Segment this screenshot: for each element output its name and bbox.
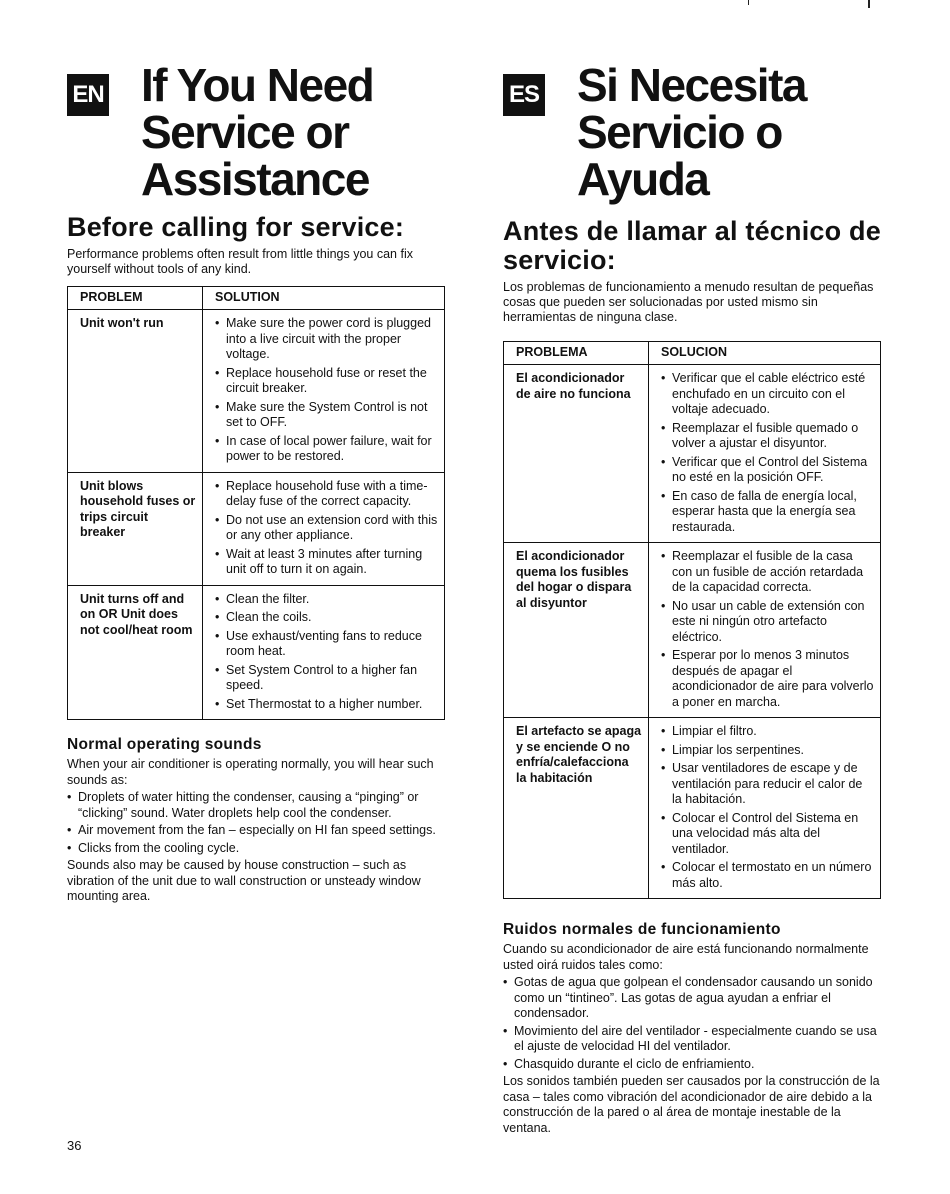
title-line: If You Need — [141, 59, 374, 111]
sounds-title-en: Normal operating sounds — [67, 736, 262, 753]
column-header-solution: SOLUCION — [649, 342, 881, 365]
scan-mark — [868, 0, 870, 8]
page-number: 36 — [67, 1138, 82, 1153]
list-item: • Chasquido durante el ciclo de enfriamiento. — [503, 1057, 883, 1073]
intro-es: Los problemas de funcionamiento a menudo resultan de pequeñas cosas que pueden ser solucionadas por usted mismo sin herramientas de ninguna clase. — [503, 280, 874, 324]
troubleshooting-table-es — [503, 341, 881, 899]
column-header-solution: SOLUTION — [203, 287, 445, 310]
section-title-en: Before calling for service: — [67, 212, 405, 242]
list-item: • Gotas de agua que golpean el condensador causando un sonido como un “tintineo”. Las gotas de agua ayudan a enfriar el condensador. — [503, 975, 883, 1022]
solution-item: • Use exhaust/venting fans to reduce room heat. — [215, 629, 438, 660]
list-item: • Droplets of water hitting the condenser, causing a “pinging” or “clicking” sound. Water droplets help cool the condenser. — [67, 790, 447, 821]
english-column — [67, 59, 447, 907]
table-row — [504, 365, 881, 543]
solution-item: • Set System Control to a higher fan speed. — [215, 663, 438, 694]
solution-item: • En caso de falla de energía local, esperar hasta que la energía sea restaurada. — [661, 489, 874, 536]
title-line: Service or — [141, 106, 349, 158]
solution-cell — [203, 585, 445, 720]
solution-cell — [649, 365, 881, 543]
solution-item: • Wait at least 3 minutes after turning unit off to turn it on again. — [215, 547, 438, 578]
table-header-row — [68, 287, 445, 310]
solution-item: • Colocar el Control del Sistema en una velocidad más alta del ventilador. — [661, 811, 874, 858]
solution-item: • In case of local power failure, wait for power to be restored. — [215, 434, 438, 465]
solution-cell — [203, 310, 445, 473]
title-line: Si Necesita — [577, 59, 806, 111]
list-item: • Clicks from the cooling cycle. — [67, 841, 447, 857]
sounds-list-es — [503, 975, 883, 1072]
table-row — [504, 543, 881, 718]
sounds-title-es: Ruidos normales de funcionamiento — [503, 921, 781, 938]
problem-cell: Unit won't run — [68, 310, 203, 473]
solution-item: • Set Thermostat to a higher number. — [215, 697, 438, 713]
solution-item: • Do not use an extension cord with this or any other appliance. — [215, 513, 438, 544]
spanish-column — [503, 59, 883, 1138]
table-row — [68, 472, 445, 585]
english-heading — [67, 59, 447, 205]
table-row — [504, 718, 881, 899]
sounds-list-en — [67, 790, 447, 856]
column-header-problem: PROBLEMA — [504, 342, 649, 365]
solution-item: • Reemplazar el fusible de la casa con un fusible de acción retardada de la capacidad correcta. — [661, 549, 874, 596]
solution-item: • Verificar que el cable eléctrico esté enchufado en un circuito con el voltaje adecuado. — [661, 371, 874, 418]
column-header-problem: PROBLEM — [68, 287, 203, 310]
solution-cell — [649, 718, 881, 899]
table-row — [68, 585, 445, 720]
solution-item: • Clean the filter. — [215, 592, 438, 608]
solution-item: • Replace household fuse or reset the circuit breaker. — [215, 366, 438, 397]
solution-item: • Usar ventiladores de escape y de ventilación para reducir el calor de la habitación. — [661, 761, 874, 808]
solution-cell — [649, 543, 881, 718]
solution-item: • Limpiar los serpentines. — [661, 743, 874, 759]
language-badge-en: EN — [67, 74, 109, 116]
section-title-es: Antes de llamar al técnico de servicio: — [503, 216, 881, 275]
solution-item: • Limpiar el filtro. — [661, 724, 874, 740]
spanish-heading — [503, 59, 883, 205]
sounds-intro-es: Cuando su acondicionador de aire está funcionando normalmente usted oirá ruidos tales como: — [503, 942, 869, 972]
solution-item: • Esperar por lo menos 3 minutos después de apagar el acondicionador de aire para volverlo a poner en marcha. — [661, 648, 874, 710]
scan-mark — [748, 0, 749, 5]
intro-en: Performance problems often result from little things you can fix yourself without tools of any kind. — [67, 247, 413, 276]
problem-cell: El artefacto se apaga y se enciende O no enfría/calefacciona la habitación — [504, 718, 649, 899]
page-title-es — [577, 59, 883, 205]
solution-item: • Make sure the System Control is not set to OFF. — [215, 400, 438, 431]
problem-cell: El acondicionador quema los fusibles del hogar o dispara al disyuntor — [504, 543, 649, 718]
problem-cell: El acondicionador de aire no funciona — [504, 365, 649, 543]
problem-cell: Unit blows household fuses or trips circuit breaker — [68, 472, 203, 585]
title-line: Assistance — [141, 153, 369, 205]
solution-item: • Colocar el termostato en un número más alto. — [661, 860, 874, 891]
list-item: • Movimiento del aire del ventilador - especialmente cuando se usa el ajuste de velocidad HI del ventilador. — [503, 1024, 883, 1055]
solution-cell — [203, 472, 445, 585]
problem-cell: Unit turns off and on OR Unit does not cool/heat room — [68, 585, 203, 720]
solution-item: • Clean the coils. — [215, 610, 438, 626]
page-title-en — [141, 59, 447, 205]
title-line: Servicio o — [577, 106, 782, 158]
table-header-row — [504, 342, 881, 365]
solution-item: • Replace household fuse with a time-delay fuse of the correct capacity. — [215, 479, 438, 510]
solution-item: • Verificar que el Control del Sistema no esté en la posición OFF. — [661, 455, 874, 486]
language-badge-es: ES — [503, 74, 545, 116]
solution-item: • Reemplazar el fusible quemado o volver a ajustar el disyuntor. — [661, 421, 874, 452]
sounds-intro-en: When your air conditioner is operating normally, you will hear such sounds as: — [67, 757, 434, 787]
sounds-outro-es: Los sonidos también pueden ser causados por la construcción de la casa – tales como vibración del acondicionador de aire debido a la construcción de la pared o al área de montaje inestable de la ventana. — [503, 1074, 880, 1135]
solution-item: • No usar un cable de extensión con este ni ningún otro artefacto eléctrico. — [661, 599, 874, 646]
troubleshooting-table-en — [67, 286, 445, 720]
solution-item: • Make sure the power cord is plugged into a live circuit with the proper voltage. — [215, 316, 438, 363]
sounds-outro-en: Sounds also may be caused by house construction – such as vibration of the unit due to wall construction or unsteady window mounting area. — [67, 858, 421, 903]
list-item: • Air movement from the fan – especially on HI fan speed settings. — [67, 823, 447, 839]
table-row — [68, 310, 445, 473]
title-line: Ayuda — [577, 153, 709, 205]
